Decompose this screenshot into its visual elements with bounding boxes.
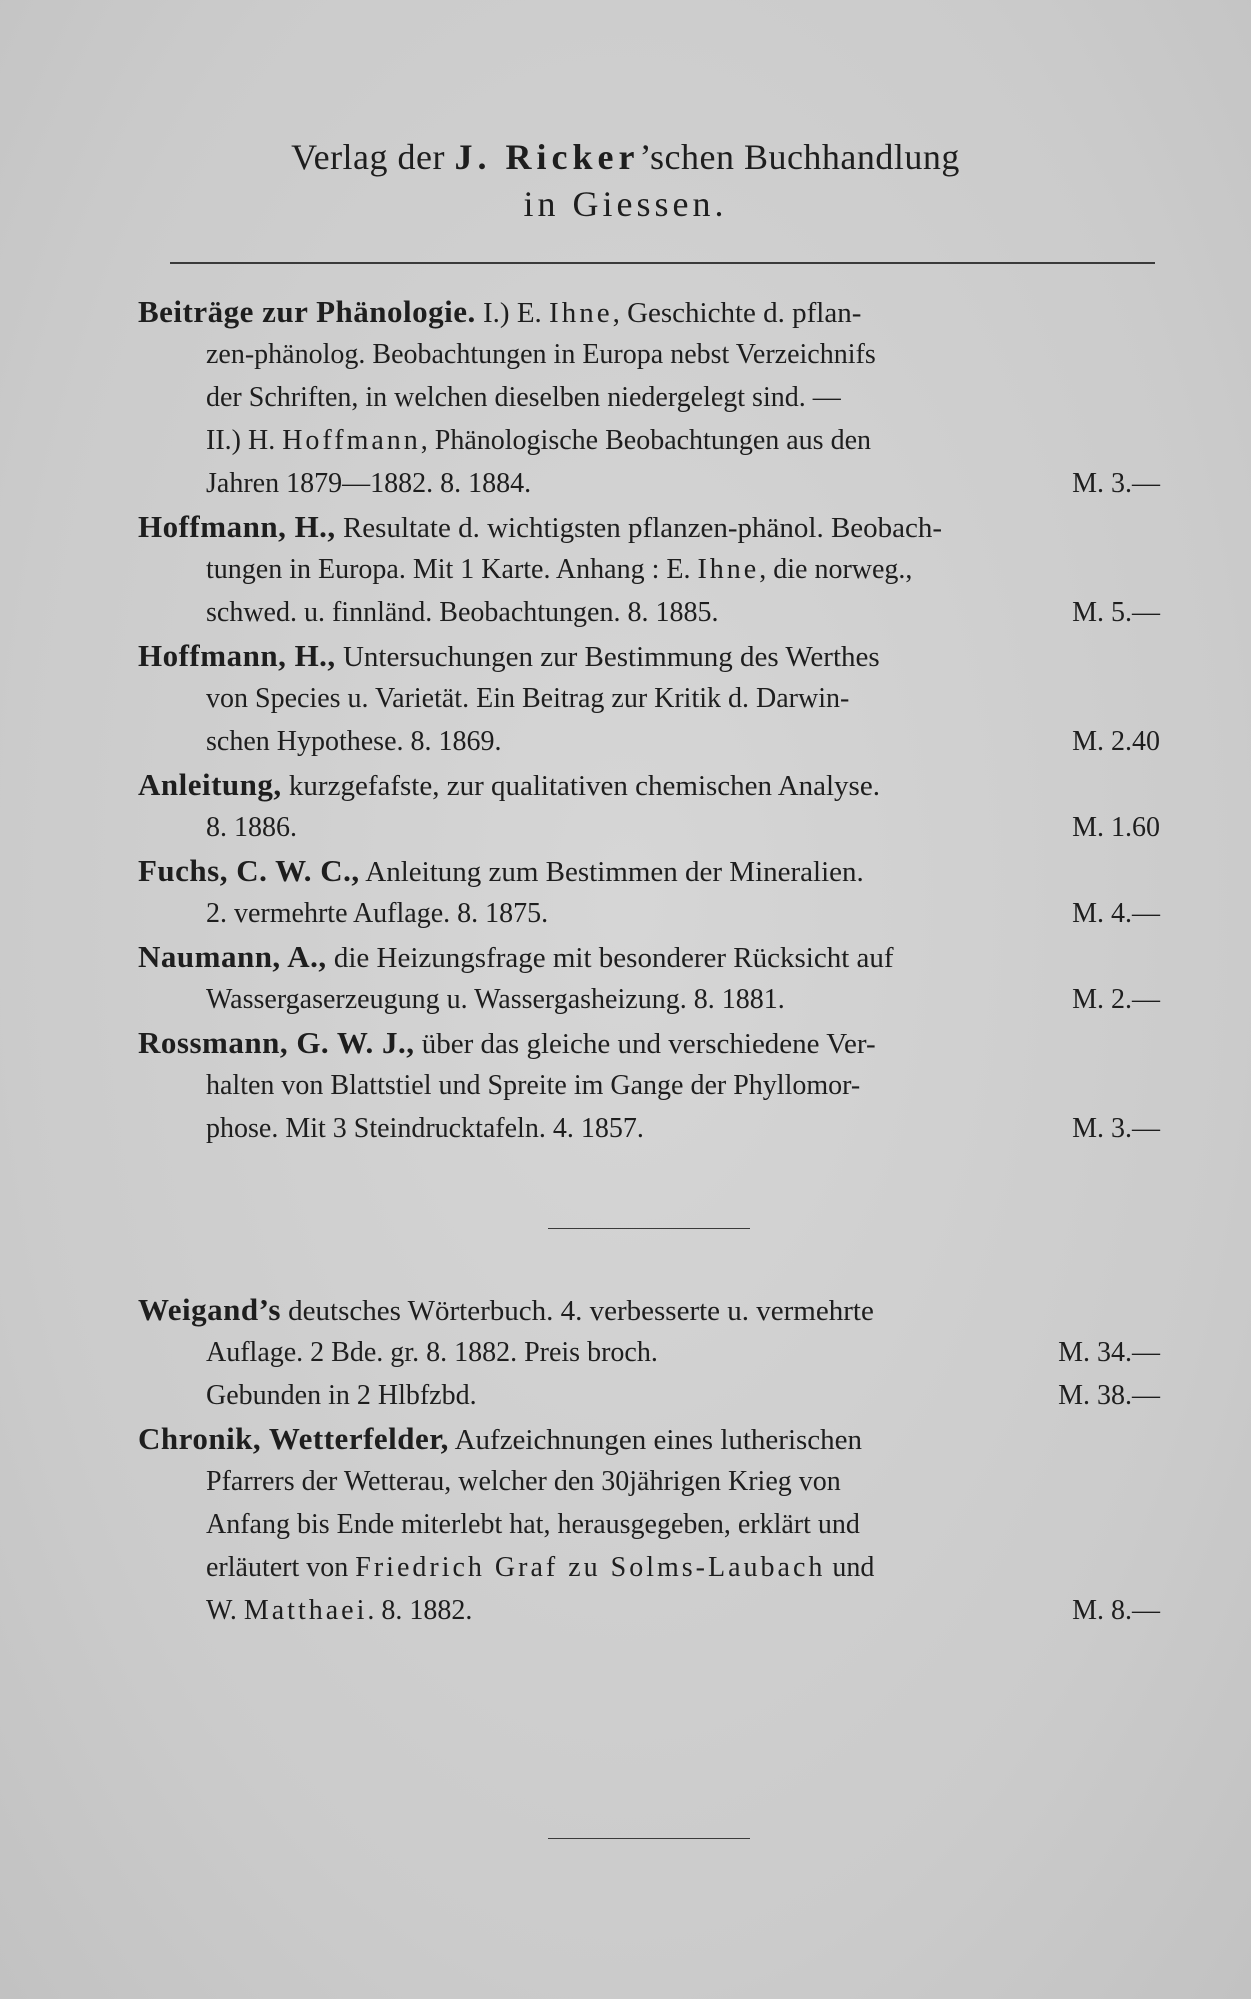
entry-line	[138, 935, 1160, 978]
entry-text: Jahren 1879—1882. 8. 1884.	[206, 468, 532, 499]
entry-text: zen-phänolog. Beobachtungen in Europa nebst Verzeichnifs	[206, 339, 876, 370]
entry-line	[138, 376, 1160, 419]
publisher-line-2	[0, 183, 1251, 225]
entry-line	[138, 333, 1160, 376]
entry-line	[138, 763, 1160, 806]
entry-line	[138, 806, 1160, 849]
publisher-name: J. Ricker	[454, 137, 640, 177]
entry-text: 8. 1886.	[206, 812, 297, 843]
entry-line	[138, 548, 1160, 591]
entry-text: halten von Blattstiel und Spreite im Gange der Phyllomor-	[206, 1070, 861, 1101]
entry-text-rest: , Phänologische Beobachtungen aus den	[420, 425, 872, 456]
entry-line	[138, 419, 1160, 462]
entry-heading: Chronik, Wetterfelder,	[138, 1421, 449, 1456]
entry-heading: Hoffmann, H.,	[138, 638, 336, 673]
entry-price: M. 3.—	[1072, 1113, 1160, 1144]
entry-heading: Naumann, A.,	[138, 939, 327, 974]
entry-text: Resultate d. wichtigsten pflanzen-phänol. Beobach-	[335, 512, 943, 544]
entry-text: 2. vermehrte Auflage. 8. 1875.	[206, 898, 549, 929]
entry-heading: Fuchs, C. W. C.,	[138, 853, 360, 888]
entry-text: Gebunden in 2 Hlbfzbd.	[206, 1380, 477, 1411]
entry-text: phose. Mit 3 Steindrucktafeln. 4. 1857.	[206, 1113, 644, 1144]
entry-line	[138, 677, 1160, 720]
entry-spaced-name: Matthaei	[243, 1595, 368, 1626]
catalog-entry	[138, 290, 1160, 505]
entry-spaced-name: Ihne	[697, 554, 760, 585]
entry-line	[138, 1417, 1160, 1460]
entry-text: Wassergaserzeugung u. Wassergasheizung. 8. 1881.	[206, 984, 785, 1015]
entry-text-rest: und	[825, 1552, 875, 1583]
publisher-place: Giessen.	[572, 184, 728, 224]
entry-line	[138, 1460, 1160, 1503]
catalog-entry	[138, 1021, 1160, 1150]
entry-heading: Rossmann, G. W. J.,	[138, 1025, 415, 1060]
entry-text: Untersuchungen zur Bestimmung des Werthes	[335, 641, 880, 673]
entry-text: schwed. u. finnländ. Beobachtungen. 8. 1885.	[206, 597, 719, 628]
bottom-divider	[548, 1838, 750, 1839]
entry-line	[138, 462, 1160, 505]
entry-heading: Anleitung,	[138, 767, 282, 802]
entry-line	[138, 1546, 1160, 1589]
entry-line	[138, 634, 1160, 677]
entry-spaced-name: Hoffmann	[282, 425, 421, 456]
entry-text: über das gleiche und verschiedene Ver-	[414, 1028, 876, 1060]
entry-line	[138, 1021, 1160, 1064]
entry-line	[138, 720, 1160, 763]
entry-price: M. 4.—	[1072, 898, 1160, 929]
entry-text: tungen in Europa. Mit 1 Karte. Anhang : E.	[206, 554, 698, 585]
middle-divider	[548, 1228, 750, 1229]
entry-line	[138, 978, 1160, 1021]
catalog-entry	[138, 1417, 1160, 1632]
entry-heading: Beiträge zur Phänologie.	[138, 294, 476, 329]
publisher-place-prefix: in	[523, 184, 560, 224]
entry-price: M. 2.—	[1072, 984, 1160, 1015]
entry-price: M. 8.—	[1072, 1595, 1160, 1626]
publisher-line-1	[0, 136, 1251, 178]
entry-line	[138, 1107, 1160, 1150]
entry-line	[138, 505, 1160, 548]
publisher-suffix: ’schen Buchhandlung	[639, 137, 960, 177]
entry-line	[138, 1064, 1160, 1107]
catalog-entry	[138, 935, 1160, 1021]
catalog-section-2	[138, 1288, 1160, 1632]
entry-text: kurzgefafste, zur qualitativen chemischen Analyse.	[281, 770, 880, 802]
entry-line	[138, 591, 1160, 634]
entry-line	[138, 1589, 1160, 1632]
entry-line	[138, 1503, 1160, 1546]
entry-text: von Species u. Varietät. Ein Beitrag zur Kritik d. Darwin-	[206, 683, 850, 714]
catalog-entry	[138, 634, 1160, 763]
catalog-entry	[138, 763, 1160, 849]
entry-text-rest: . 8. 1882.	[367, 1595, 473, 1626]
entry-text-rest: , die norweg.,	[759, 554, 913, 585]
entry-text: die Heizungsfrage mit besonderer Rücksicht auf	[326, 942, 894, 974]
entry-line	[138, 1288, 1160, 1331]
entry-line	[138, 892, 1160, 935]
entry-heading: Hoffmann, H.,	[138, 509, 336, 544]
entry-text: Anleitung zum Bestimmen der Mineralien.	[359, 856, 864, 888]
entry-line	[138, 849, 1160, 892]
entry-price: M. 5.—	[1072, 597, 1160, 628]
entry-text: Aufzeichnungen eines lutherischen	[448, 1424, 863, 1456]
catalog-section-1	[138, 290, 1160, 1150]
entry-price: M. 34.—	[1058, 1337, 1160, 1368]
entry-text: erläutert von	[206, 1552, 356, 1583]
entry-price: M. 3.—	[1072, 468, 1160, 499]
entry-text: deutsches Wörterbuch. 4. verbesserte u. vermehrte	[280, 1295, 874, 1327]
entry-text: Auflage. 2 Bde. gr. 8. 1882. Preis broch.	[206, 1337, 658, 1368]
entry-line	[138, 290, 1160, 333]
entry-text-rest: , Geschichte d. pflan-	[612, 297, 862, 329]
entry-line	[138, 1374, 1160, 1417]
top-divider	[170, 262, 1155, 264]
entry-text: W.	[206, 1595, 244, 1626]
entry-price: M. 1.60	[1072, 812, 1160, 843]
entry-spaced-name: Ihne	[549, 297, 613, 329]
entry-spaced-name: Friedrich Graf zu Solms-Laubach	[355, 1552, 826, 1583]
entry-price: M. 2.40	[1072, 726, 1160, 757]
entry-price: M. 38.—	[1058, 1380, 1160, 1411]
publisher-prefix: Verlag der	[291, 137, 445, 177]
catalog-entry	[138, 1288, 1160, 1417]
entry-text: schen Hypothese. 8. 1869.	[206, 726, 502, 757]
entry-text: der Schriften, in welchen dieselben niedergelegt sind. —	[206, 382, 841, 413]
entry-text: I.) E.	[475, 297, 550, 329]
catalog-entry	[138, 505, 1160, 634]
entry-line	[138, 1331, 1160, 1374]
entry-text: II.) H.	[206, 425, 283, 456]
entry-text: Anfang bis Ende miterlebt hat, herausgegeben, erklärt und	[206, 1509, 860, 1540]
entry-heading: Weigand’s	[138, 1292, 281, 1327]
catalog-entry	[138, 849, 1160, 935]
entry-text: Pfarrers der Wetterau, welcher den 30jährigen Krieg von	[206, 1466, 841, 1497]
